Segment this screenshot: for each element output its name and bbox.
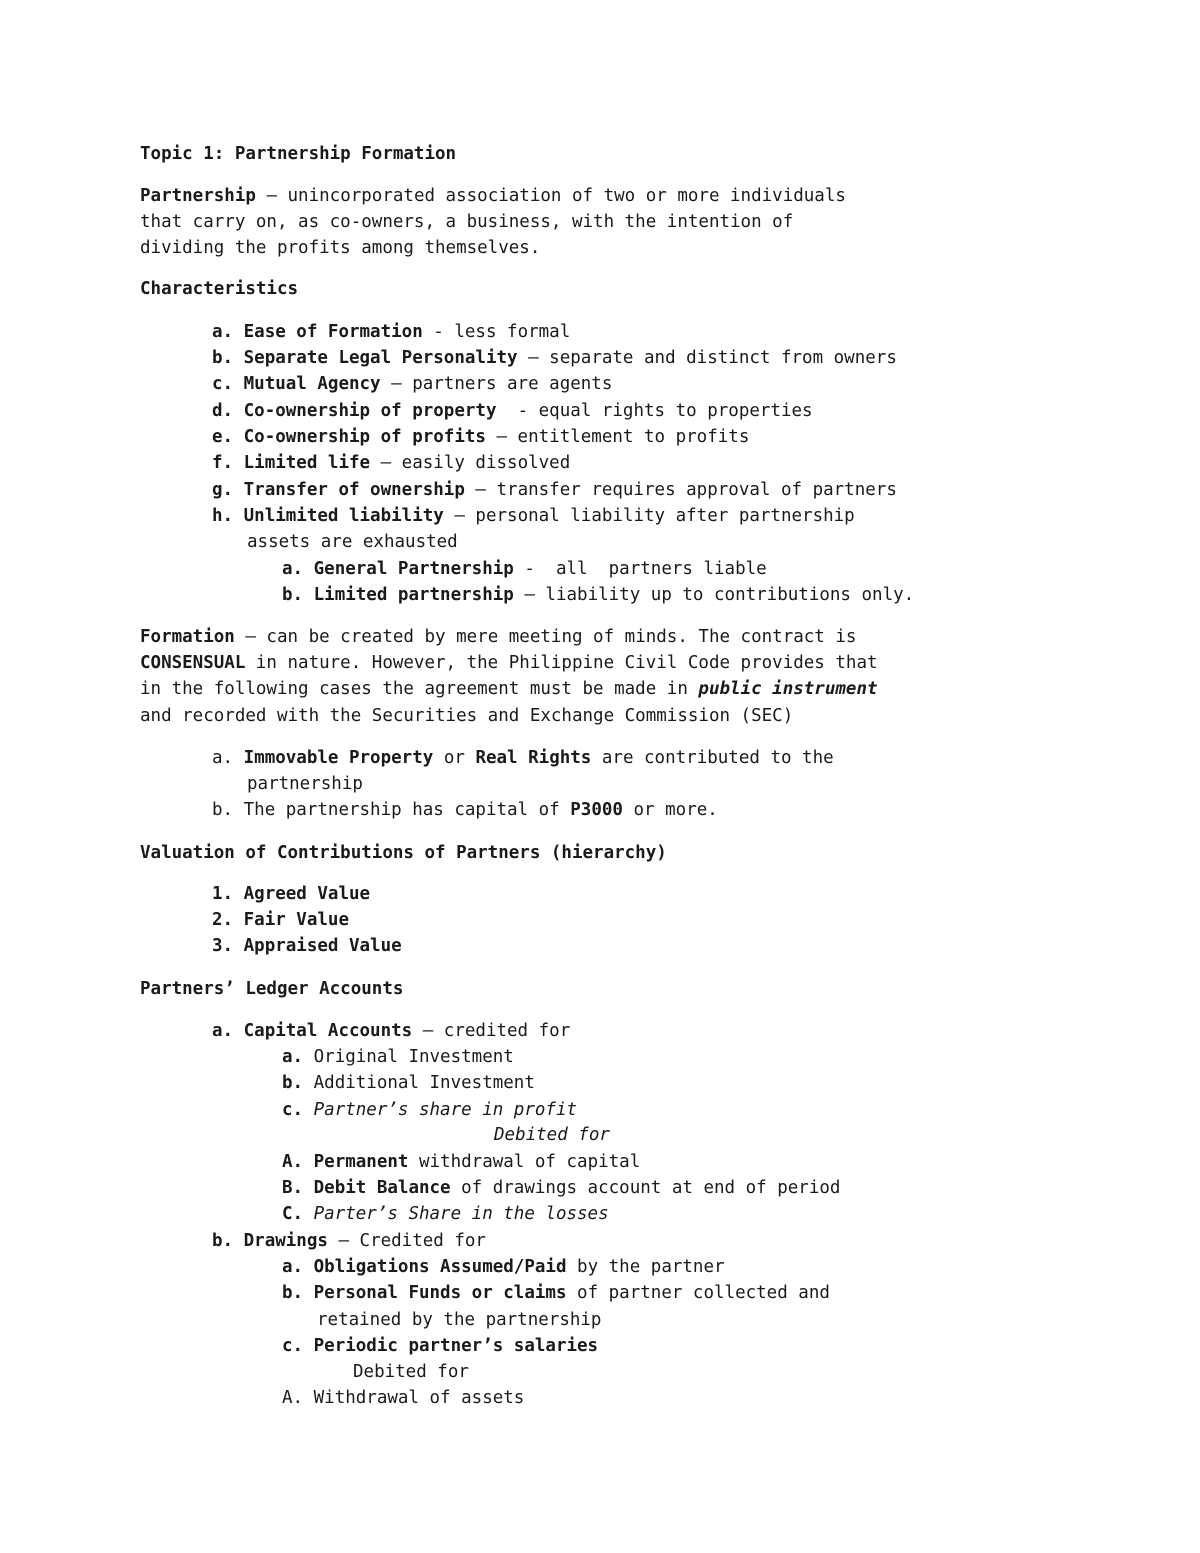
heading-text: Valuation of Contributions of Partners (hierarchy) [140,843,667,863]
definition-line-1 [140,185,846,207]
consensual-term: CONSENSUAL [140,653,246,673]
item-text: or more. [622,800,718,820]
item-term: Unlimited liability [243,506,444,526]
characteristic-item [212,452,570,474]
formation-text: in nature. However, the Philippine Civil Code provides that [245,653,878,673]
item-text: The partnership has capital of [243,800,571,820]
item-text: - equal rights to properties [496,401,813,421]
drawings-credit-continuation: retained by the partnership [317,1310,602,1330]
item-text: Parter’s Share in the losses [313,1204,609,1224]
item-term: Debit Balance [313,1178,451,1198]
formation-line-3 [140,678,878,700]
characteristic-item [212,426,749,448]
capital-accounts-item [212,1020,570,1042]
list-marker: B. [282,1178,304,1198]
item-text: – liability up to contributions only. [513,585,915,605]
characteristic-item [212,479,897,501]
list-marker: f. [212,453,234,473]
formation-line-2 [140,652,878,674]
public-instrument-term: public instrument [698,679,878,699]
list-marker: e. [212,427,234,447]
item-text: — Credited for [327,1231,486,1251]
item-term: Co-ownership of property [243,401,497,421]
list-marker: c. [282,1336,304,1356]
formation-term: Formation [140,627,235,647]
drawings-credit-item [282,1282,830,1304]
heading-text: Partners’ Ledger Accounts [140,979,404,999]
valuation-heading [140,842,667,864]
item-term: Mutual Agency [243,374,381,394]
capital-amount: P3000 [570,800,623,820]
item-term: Agreed Value [243,884,371,904]
characteristic-item [212,321,570,343]
item-text: Additional Investment [313,1073,535,1093]
formation-case-a [212,747,834,769]
capital-credit-item [282,1099,577,1121]
item-term: Drawings [243,1231,328,1251]
definition-text: – unincorporated association of two or more individuals [255,186,846,206]
item-text: of drawings account at end of period [450,1178,841,1198]
heading-text: Characteristics [140,279,299,299]
capital-debit-item [282,1151,640,1173]
list-marker: d. [212,401,234,421]
item-term: Personal Funds or claims [313,1283,567,1303]
capital-debit-item [282,1177,840,1199]
item-text: – personal liability after partnership [443,506,855,526]
list-marker: c. [282,1100,304,1120]
list-marker: A. [282,1388,304,1408]
list-marker: b. [282,1283,304,1303]
drawings-credit-item [282,1256,725,1278]
valuation-item [212,935,402,957]
list-marker: C. [282,1204,304,1224]
list-marker: a. [212,322,234,342]
item-term: Separate Legal Personality [243,348,518,368]
list-marker: a. [212,1021,234,1041]
list-marker: a. [282,1047,304,1067]
page-title [140,143,456,165]
list-marker: h. [212,506,234,526]
characteristic-item-continuation: assets are exhausted [247,532,458,552]
drawings-credit-item [282,1335,598,1357]
drawings-item [212,1230,486,1252]
characteristic-item [212,373,612,395]
list-marker: a. [282,559,304,579]
list-marker: b. [212,1231,234,1251]
item-text: – separate and distinct from owners [517,348,897,368]
item-text: — transfer requires approval of partners [464,480,897,500]
item-text: Withdrawal of assets [313,1388,525,1408]
item-term: Limited life [243,453,371,473]
list-marker: c. [212,374,234,394]
definition-line-3: dividing the profits among themselves. [140,238,541,258]
item-term: Fair Value [243,910,349,930]
list-marker: 2. [212,910,234,930]
formation-case-b [212,799,718,821]
item-term: Appraised Value [243,936,402,956]
formation-text: in the following cases the agreement must be made in [140,679,699,699]
list-marker: a. [212,748,234,768]
capital-credit-item [282,1072,535,1094]
capital-credit-item [282,1046,514,1068]
item-term: Transfer of ownership [243,480,465,500]
drawings-debit-item [282,1387,524,1409]
item-text: of partner collected and [566,1283,830,1303]
item-term: Co-ownership of profits [243,427,486,447]
list-marker: b. [282,1073,304,1093]
item-term: Ease of Formation [243,322,423,342]
item-term: Obligations Assumed/Paid [313,1257,567,1277]
item-text: - all partners liable [513,559,767,579]
liability-subitem [282,584,914,606]
list-marker: 1. [212,884,234,904]
item-text: Partner’s share in profit [313,1100,578,1120]
list-marker: b. [212,348,234,368]
item-term: Immovable Property [243,748,434,768]
valuation-item [212,883,370,905]
item-term: General Partnership [313,559,514,579]
list-marker: a. [282,1257,304,1277]
item-text: — credited for [412,1021,571,1041]
item-term: Permanent [313,1152,409,1172]
item-text: - less formal [422,322,571,342]
list-marker: g. [212,480,234,500]
formation-case-a-continuation: partnership [247,774,363,794]
definition-term: Partnership [140,186,256,206]
item-term: Real Rights [475,748,592,768]
title-text: Topic 1: Partnership Formation [140,144,457,164]
formation-line-4: and recorded with the Securities and Exchange Commission (SEC) [140,706,794,726]
capital-debit-item [282,1203,609,1225]
characteristic-item [212,505,855,527]
characteristics-heading [140,278,298,300]
list-marker: A. [282,1152,304,1172]
label-text: Debited for [494,1125,610,1145]
item-text: or [433,748,476,768]
definition-line-2: that carry on, as co-owners, a business, with the intention of [140,212,794,232]
item-text: by the partner [566,1257,725,1277]
item-text: — entitlement to profits [485,427,750,447]
list-marker: 3. [212,936,234,956]
drawings-debited-label: Debited for [353,1362,469,1382]
item-text: – easily dissolved [370,453,571,473]
characteristic-item [212,347,897,369]
characteristic-item [212,400,813,422]
item-term: Periodic partner’s salaries [313,1336,599,1356]
liability-subitem [282,558,767,580]
list-marker: b. [212,800,234,820]
item-term: Capital Accounts [243,1021,413,1041]
formation-text: – can be created by mere meeting of minds. The contract is [234,627,857,647]
list-marker: b. [282,585,304,605]
item-text: are contributed to the [591,748,834,768]
item-text: Original Investment [313,1047,514,1067]
item-term: Limited partnership [313,585,514,605]
capital-debited-label [494,1124,610,1146]
valuation-item [212,909,349,931]
ledger-heading [140,978,403,1000]
item-text: – partners are agents [380,374,613,394]
formation-line-1 [140,626,856,648]
item-text: withdrawal of capital [408,1152,641,1172]
